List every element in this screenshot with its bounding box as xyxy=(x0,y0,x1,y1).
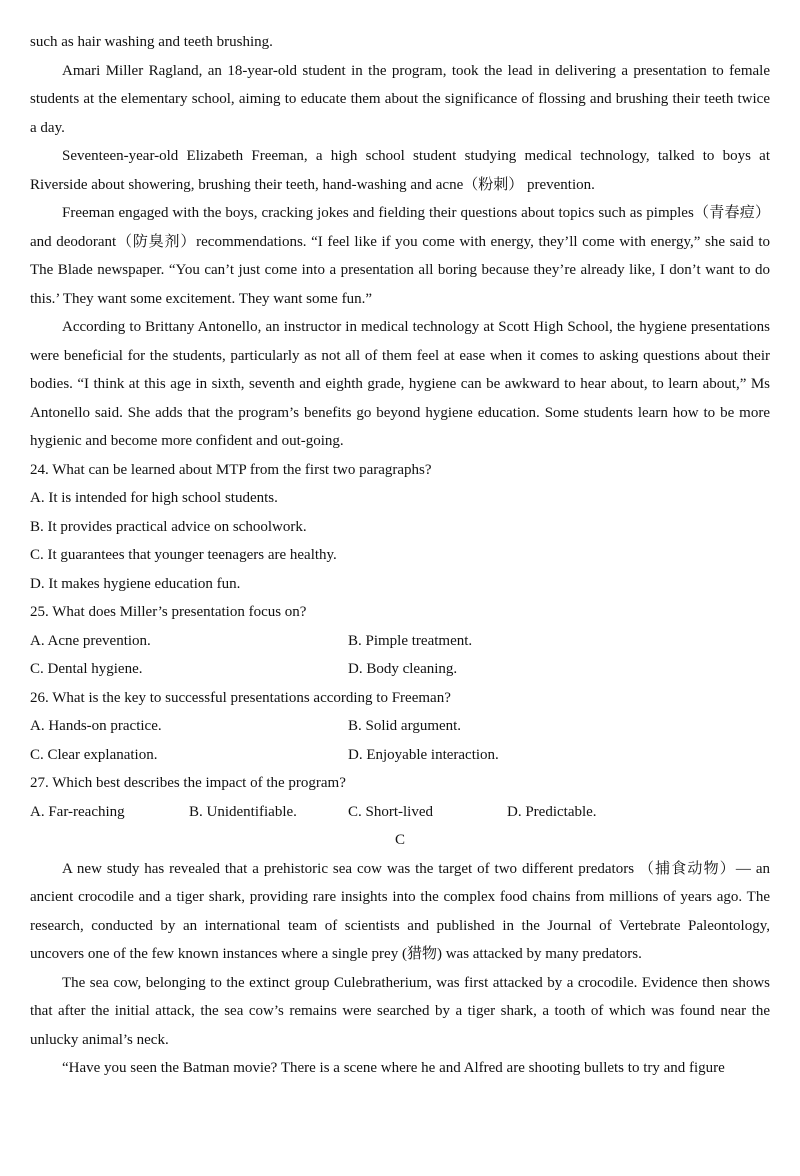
passage-b-paragraph-5: According to Brittany Antonello, an instructor in medical technology at Scott High School, the hygiene presentations were beneficial for the students, particularly as not all of them feel at ease when it comes to asking questions about their bodies. “I think at this age in sixth, seventh and eighth grade, hygiene can be awkward to hear about, to learn about,” Ms Antonello said. She adds that the program’s benefits go beyond hygiene education. Some students learn how to be more hygienic and become more confident and out-going. xyxy=(30,319,770,449)
option-row xyxy=(30,484,770,513)
option-b: B. Unidentifiable. xyxy=(189,803,297,820)
question-27 xyxy=(30,769,770,826)
option-row xyxy=(30,712,770,741)
question-stem: 24. What can be learned about MTP from the first two paragraphs? xyxy=(30,461,432,478)
option-row xyxy=(30,541,770,570)
option-d: D. It makes hygiene education fun. xyxy=(30,575,241,592)
option-c: C. Clear explanation. xyxy=(30,746,158,763)
question-stem: 26. What is the key to successful presentations according to Freeman? xyxy=(30,689,451,706)
option-c: C. Dental hygiene. xyxy=(30,661,143,677)
section-label-c: C xyxy=(394,832,405,848)
option-row xyxy=(30,741,770,770)
option-a: A. It is intended for high school students. xyxy=(30,490,278,506)
exam-page xyxy=(30,28,770,1083)
option-b: B. It provides practical advice on schoolwork. xyxy=(30,518,307,535)
passage-b-paragraph-1: such as hair washing and teeth brushing. xyxy=(30,34,273,50)
passage-c-paragraph-3: “Have you seen the Batman movie? There is a scene where he and Alfred are shooting bullets to try and figure xyxy=(62,1060,725,1076)
passage-b-paragraph-3: Seventeen-year-old Elizabeth Freeman, a high school student studying medical technology, talked to boys at Riverside about showering, brushing their teeth, hand-washing and acne（粉刺） prevention. xyxy=(30,148,770,193)
option-a: A. Hands-on practice. xyxy=(30,718,162,734)
option-c: C. It guarantees that younger teenagers are healthy. xyxy=(30,547,337,563)
option-row xyxy=(30,570,770,599)
option-a: A. Far-reaching xyxy=(30,803,125,820)
option-row xyxy=(30,798,770,827)
question-stem: 27. Which best describes the impact of the program? xyxy=(30,775,346,791)
option-b: B. Solid argument. xyxy=(348,718,462,734)
option-d: D. Enjoyable interaction. xyxy=(348,746,499,763)
question-24 xyxy=(30,456,770,599)
option-row xyxy=(30,627,770,656)
question-26 xyxy=(30,684,770,770)
passage-b-paragraph-2: Amari Miller Ragland, an 18-year-old student in the program, took the lead in delivering a presentation to female students at the elementary school, aiming to educate them about the significance of flossing and brushing their teeth twice a day. xyxy=(30,62,770,136)
option-row xyxy=(30,655,770,684)
passage-b-paragraph-4: Freeman engaged with the boys, cracking jokes and fielding their questions about topics such as pimples（青春痘）and deodorant（防臭剂）recommendations. “I feel like if you come with energy, they’ll come with energy,” she said to The Blade newspaper. “You can’t just come into a presentation all boring because they’re already like, I don’t want to do this.’ They want some excitement. They want some fun.” xyxy=(30,205,770,307)
option-row xyxy=(30,513,770,542)
option-a: A. Acne prevention. xyxy=(30,632,151,649)
option-d: D. Predictable. xyxy=(507,803,597,820)
option-d: D. Body cleaning. xyxy=(348,661,458,677)
option-b: B. Pimple treatment. xyxy=(348,632,473,649)
passage-c-paragraph-1: A new study has revealed that a prehistoric sea cow was the target of two different predators （捕食动物）— an ancient crocodile and a tiger shark, providing rare insights into the complex food chains from millions of years ago. The research, conducted by an international team of scientists and published in the Journal of Vertebrate Paleontology, uncovers one of the few known instances where a single prey (猎物) was attacked by many predators. xyxy=(30,860,770,962)
passage-c-paragraph-2: The sea cow, belonging to the extinct group Culebratherium, was first attacked by a crocodile. Evidence then shows that after the initial attack, the sea cow’s remains were searched by a tiger shark, a tooth of which was found near the unlucky animal’s neck. xyxy=(30,974,770,1048)
question-stem: 25. What does Miller’s presentation focus on? xyxy=(30,604,307,620)
option-c: C. Short-lived xyxy=(348,803,433,820)
question-25 xyxy=(30,598,770,684)
